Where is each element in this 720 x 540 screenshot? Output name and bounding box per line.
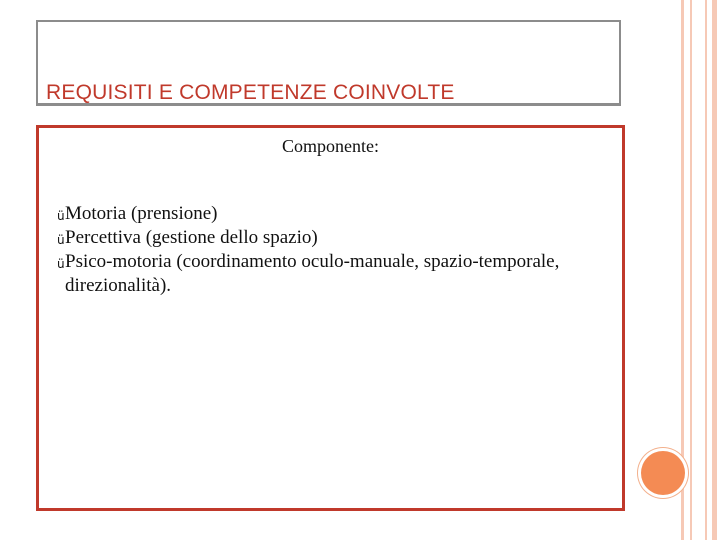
title-placeholder[interactable] (36, 20, 621, 106)
bullet-text: Percettiva (gestione dello spazio) (65, 227, 318, 248)
decorative-stripe (690, 0, 692, 540)
checkmark-icon: ü (57, 233, 65, 247)
checkmark-icon: ü (57, 257, 65, 271)
orange-circle-icon (641, 451, 685, 495)
bullet-text: Motoria (prensione) (65, 203, 218, 224)
bullet-list (39, 202, 622, 298)
checkmark-icon: ü (57, 209, 65, 223)
decorative-stripe (712, 0, 717, 540)
list-item (39, 250, 622, 298)
content-placeholder[interactable] (36, 125, 625, 511)
list-item (39, 202, 622, 226)
bullet-text: Psico-motoria (coordinamento oculo-manuale, spazio-temporale, direzionalità). (65, 251, 560, 296)
decorative-stripe (681, 0, 684, 540)
decorative-stripe (705, 0, 707, 540)
content-subtitle: Componente: (282, 136, 379, 156)
list-item (39, 226, 622, 250)
slide-title: REQUISITI E COMPETENZE COINVOLTE (46, 81, 455, 104)
